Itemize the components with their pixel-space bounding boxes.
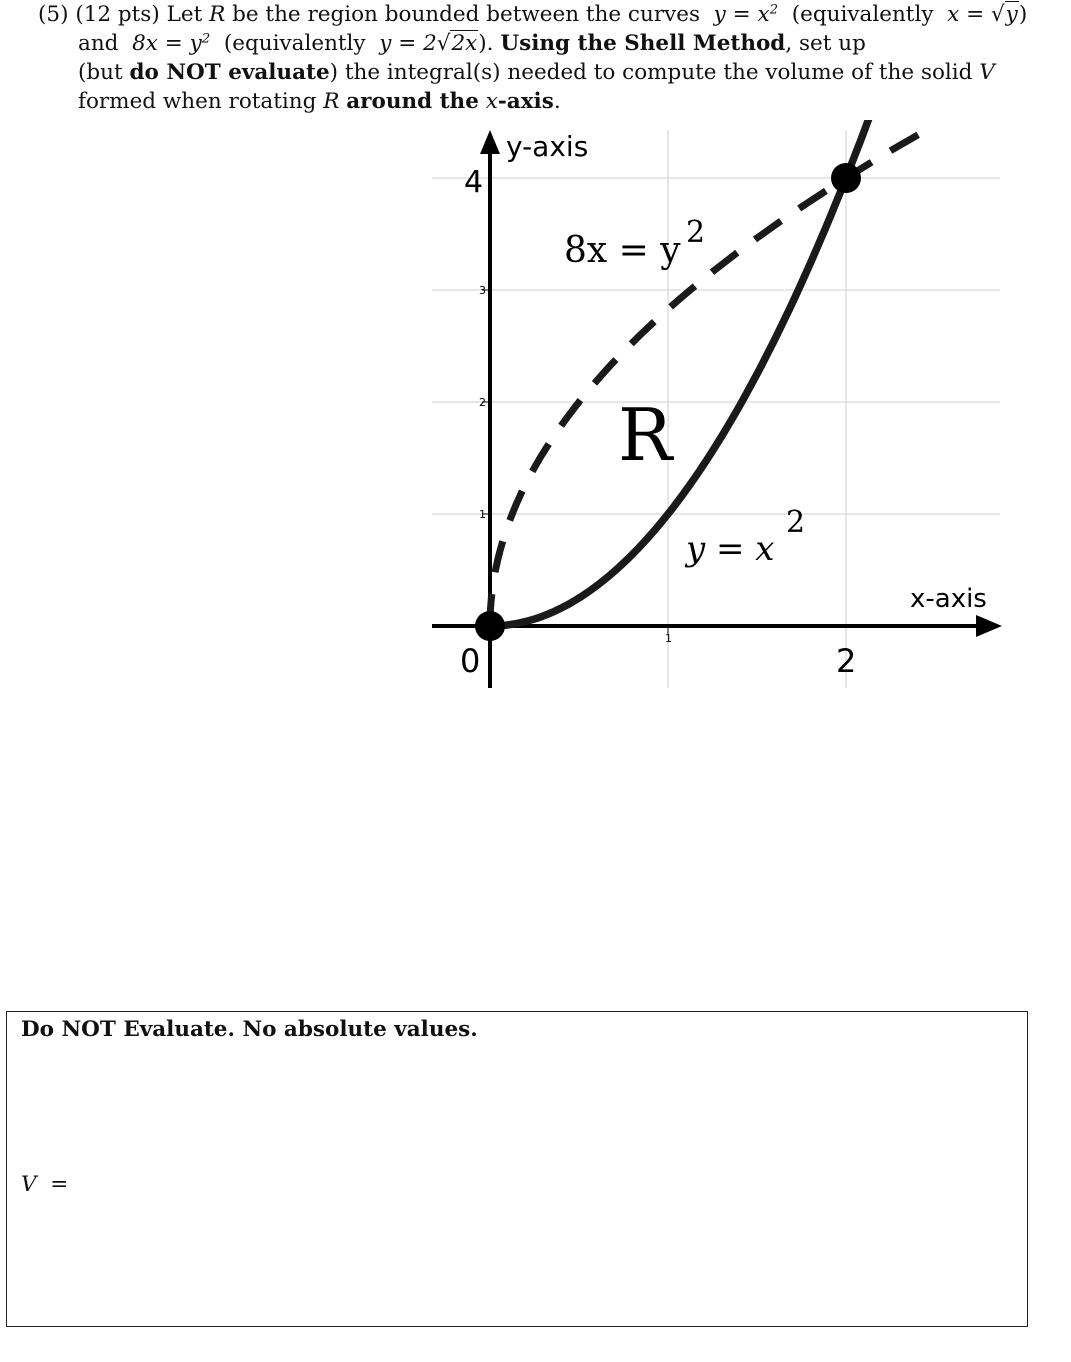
graph-svg	[420, 120, 1010, 700]
svg-text:2: 2	[786, 505, 806, 540]
tick-label-y3: 3	[479, 284, 486, 297]
tick-label-y1: 1	[479, 508, 486, 521]
region-variable: R	[209, 2, 226, 27]
tick-label-origin: 0	[460, 642, 481, 680]
intersection-point-2-4	[831, 163, 861, 193]
intersection-point-origin	[475, 611, 505, 641]
y-axis-label: y-axis	[506, 130, 589, 163]
problem-line-3: (but do NOT evaluate) the integral(s) needed to compute the volume of the solid V	[78, 60, 995, 85]
tick-label-y2: 2	[479, 396, 486, 409]
problem-number: (5)	[38, 2, 69, 27]
problem-line-2: and $8x = y^2$ (equivalently y = 2√2x). Using the Shell Method, set up	[78, 31, 866, 56]
svg-text:2: 2	[686, 215, 706, 250]
shell-method-text: Using the Shell Method	[500, 31, 786, 56]
curve-2-equation: $8x = y^2$	[132, 31, 211, 56]
tick-label-y4: 4	[464, 165, 484, 200]
solid-variable: V	[979, 60, 995, 85]
region-r-label: R	[618, 393, 673, 477]
curve-1-equation: $y = x^2$	[713, 2, 779, 27]
volume-label: V =	[21, 1172, 69, 1197]
x-axis-arrow	[976, 615, 1002, 637]
svg-text:8x = y: 8x = y	[564, 230, 681, 271]
y-axis-arrow	[480, 130, 500, 154]
problem-line-1: (5) (12 pts) Let R be the region bounded between the curves $y = x^2$ (equivalently x = √y)	[38, 2, 1028, 27]
problem-line-4: formed when rotating R around the x-axis.	[78, 89, 561, 114]
tick-label-x1: 1	[665, 632, 672, 645]
answer-instruction: Do NOT Evaluate. No absolute values.	[21, 1017, 478, 1042]
solid-curve-label	[684, 505, 805, 569]
region-graph	[420, 120, 1010, 700]
x-axis-label: x-axis	[910, 584, 987, 614]
svg-text:y = x: y = x	[686, 529, 775, 569]
tick-label-x2: 2	[836, 642, 857, 680]
answer-box[interactable]	[6, 1011, 1028, 1327]
problem-points: (12 pts)	[75, 2, 160, 27]
problem-statement	[38, 0, 1038, 116]
dashed-curve-label	[564, 215, 705, 271]
